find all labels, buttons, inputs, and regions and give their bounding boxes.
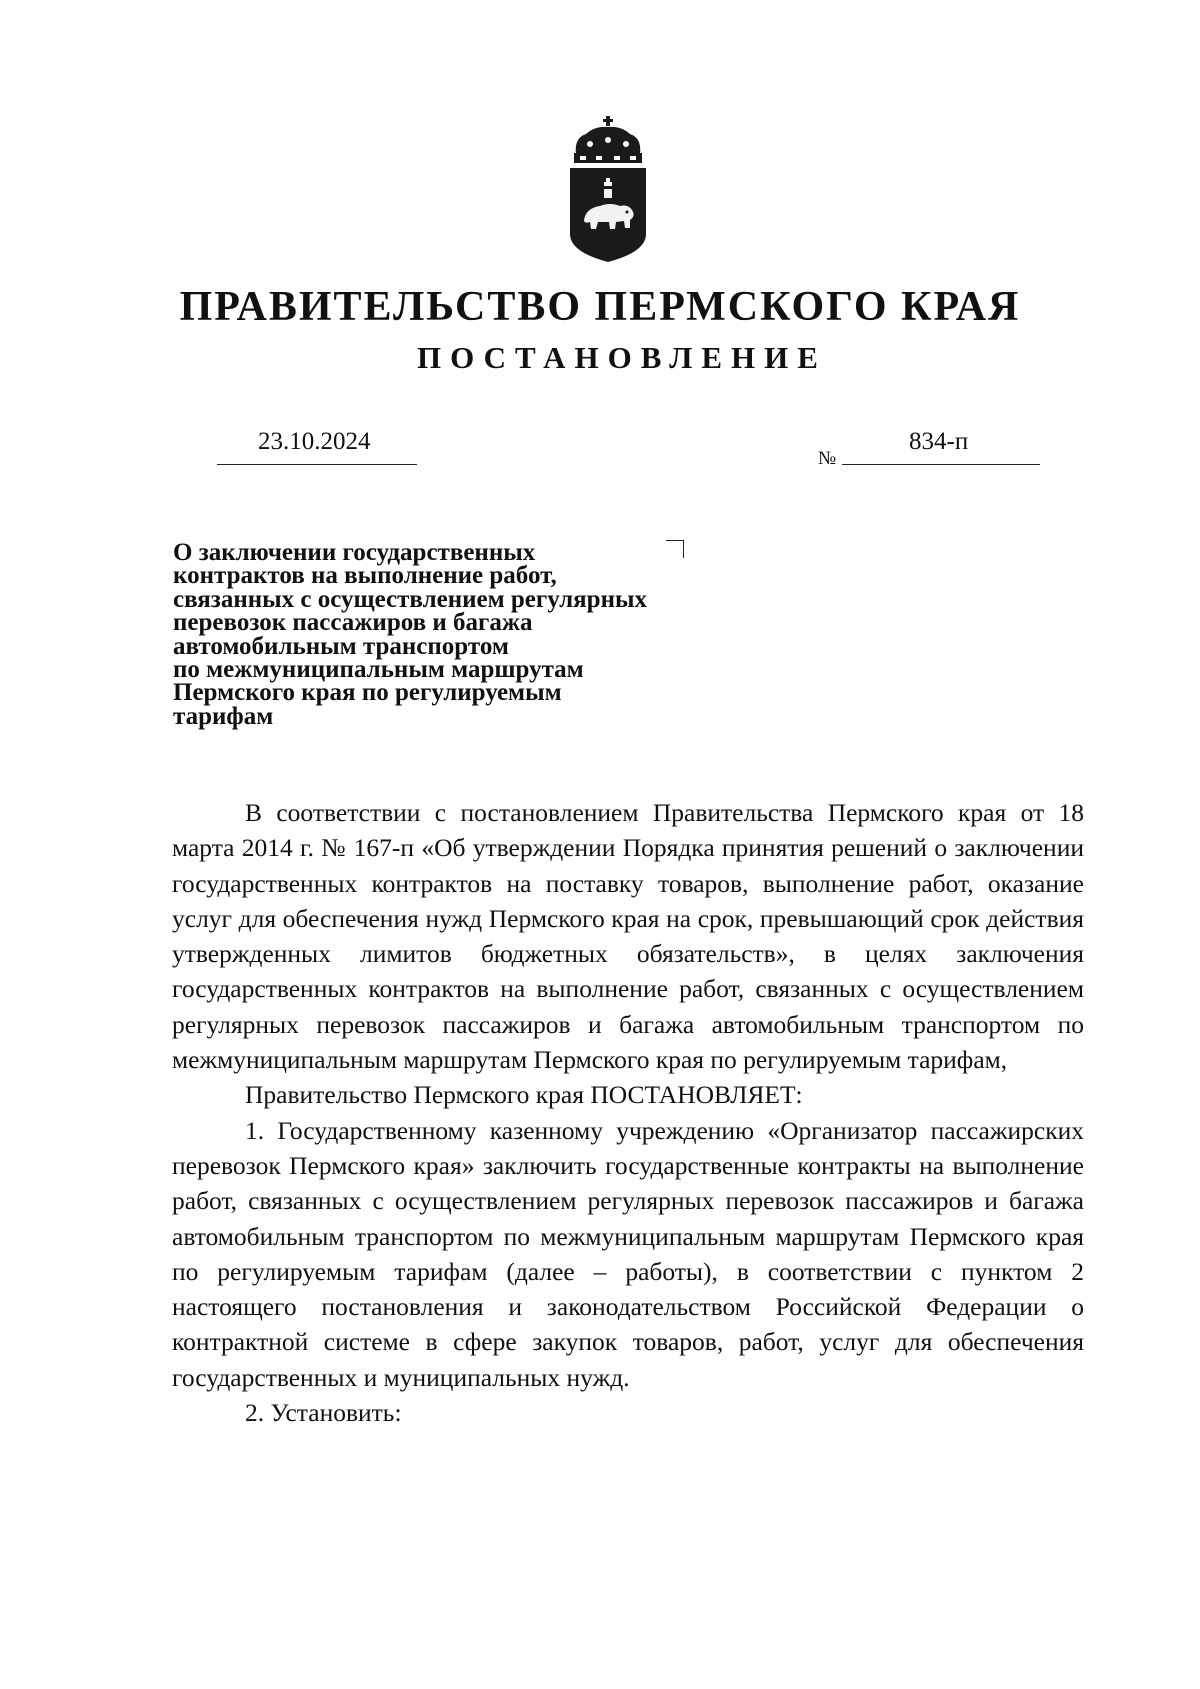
subject-line: перевозок пассажиров и багажа	[173, 609, 533, 637]
subject-line: О заключении государственных	[173, 539, 536, 566]
item-1-paragraph: 1. Государственному казенному учреждению «Организатор пассажирских перевозок Пермского края» заключить государственные контракты на выполнение работ, связанных с осуществлением регулярных перевозок пассажиров и багажа автомобильным транспортом по межмуниципальным маршрутам Пермского края по регулируемым тарифам (далее – работы), в соответствии с пунктом 2 настоящего постановления и законодательством Российской Федерации о контрактной системе в сфере закупок товаров, работ, услуг для обеспечения государственных и муниципальных нужд.	[172, 1115, 1084, 1392]
item-2-paragraph: 2. Установить:	[245, 1398, 402, 1428]
resolution-clause: Правительство Пермского края ПОСТАНОВЛЯЕТ:	[245, 1080, 803, 1110]
subject-bracket-mark	[666, 540, 684, 558]
document-number: 834-п	[909, 428, 969, 455]
number-sign: №	[818, 448, 837, 469]
subject-line: автомобильным транспортом	[173, 632, 509, 660]
subject-line: связанных с осуществлением регулярных	[173, 585, 647, 613]
coat-of-arms-emblem	[566, 116, 650, 264]
document-type: ПОСТАНОВЛЕНИЕ	[417, 340, 827, 375]
subject-line: по межмуниципальным маршрутам	[173, 656, 584, 684]
document-body	[172, 795, 1084, 1430]
subject-heading	[173, 541, 733, 728]
subject-line: тарифам	[173, 702, 274, 730]
number-underline	[842, 464, 1040, 465]
subject-line: контрактов на выполнение работ,	[173, 562, 557, 590]
subject-line: Пермского края по регулируемым	[173, 679, 562, 707]
document-date: 23.10.2024	[258, 428, 371, 455]
date-underline	[217, 464, 417, 465]
preamble-paragraph: В соответствии с постановлением Правительства Пермского края от 18 марта 2014 г. № 167-п «Об утверждении Порядка принятия решений о заключении государственных контрактов на поставку товаров, выполнение работ, оказание услуг для обеспечения нужд Пермского края на срок, превышающий срок действия утвержденных лимитов бюджетных обязательств», в целях заключения государственных контрактов на выполнение работ, связанных с осуществлением регулярных перевозок пассажиров и багажа автомобильным транспортом по межмуниципальным маршрутам Пермского края по регулируемым тарифам,	[172, 798, 1084, 1075]
government-title: ПРАВИТЕЛЬСТВО ПЕРМСКОГО КРАЯ	[179, 284, 1021, 330]
